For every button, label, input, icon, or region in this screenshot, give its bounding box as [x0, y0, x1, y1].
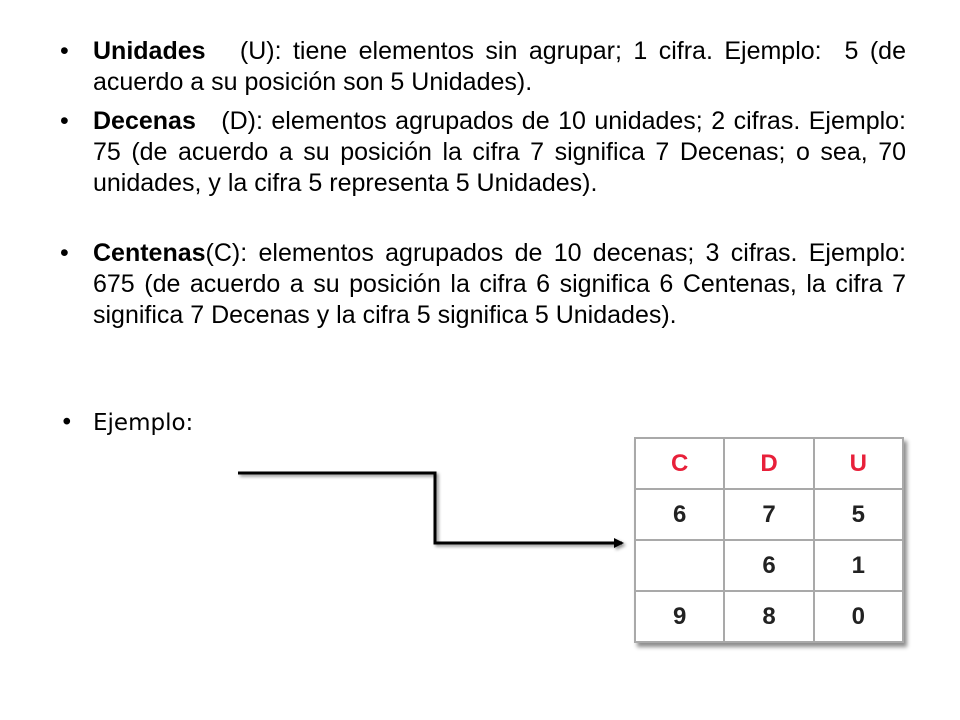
header-cell-u: U	[814, 438, 903, 489]
bullet-dot: •	[60, 37, 69, 65]
bullet-text	[93, 106, 913, 199]
bullet-dot: •	[60, 239, 69, 267]
table-row	[635, 489, 903, 540]
place-value-table	[634, 437, 904, 643]
table-row	[635, 591, 903, 642]
bullet-decenas	[60, 106, 913, 199]
table-cell: 9	[635, 591, 724, 642]
term-decenas: Decenas	[93, 107, 196, 135]
bullet-text	[93, 36, 913, 98]
table-cell	[635, 540, 724, 591]
bullet-unidades	[60, 36, 913, 98]
header-cell-d: D	[724, 438, 813, 489]
table-cell: 8	[724, 591, 813, 642]
term-centenas: Centenas	[93, 239, 206, 267]
table-cell: 0	[814, 591, 903, 642]
definition-centenas: (C): elementos agrupados de 10 decenas; 3 cifras. Ejemplo: 675 (de acuerdo a su posición la cifra 6 significa 6 Centenas, la cifra 7 significa 7 Decenas y la cifra 5 significa 5 Unidades).	[93, 239, 906, 329]
term-unidades: Unidades	[93, 37, 206, 65]
definition-decenas: (D): elementos agrupados de 10 unidades; 2 cifras. Ejemplo: 75 (de acuerdo a su posición la cifra 7 significa 7 Decenas; o sea, 70 unidades, y la cifra 5 representa 5 Unidades).	[93, 107, 913, 197]
bullet-dot: •	[60, 410, 74, 436]
table-cell: 6	[635, 489, 724, 540]
bullet-dot: •	[60, 107, 69, 135]
table-cell: 5	[814, 489, 903, 540]
bullet-text: Ejemplo:	[93, 410, 194, 436]
bullet-centenas	[60, 238, 906, 331]
table-cell: 1	[814, 540, 903, 591]
table-row	[635, 540, 903, 591]
bullet-text	[93, 238, 906, 331]
bullet-ejemplo	[60, 408, 906, 439]
definition-unidades: (U): tiene elementos sin agrupar; 1 cifra. Ejemplo: 5 (de acuerdo a su posición son 5 Unidades).	[93, 37, 913, 96]
arrow-line	[238, 473, 622, 543]
table-header-row	[635, 438, 903, 489]
header-cell-c: C	[635, 438, 724, 489]
table-cell: 7	[724, 489, 813, 540]
table-cell: 6	[724, 540, 813, 591]
